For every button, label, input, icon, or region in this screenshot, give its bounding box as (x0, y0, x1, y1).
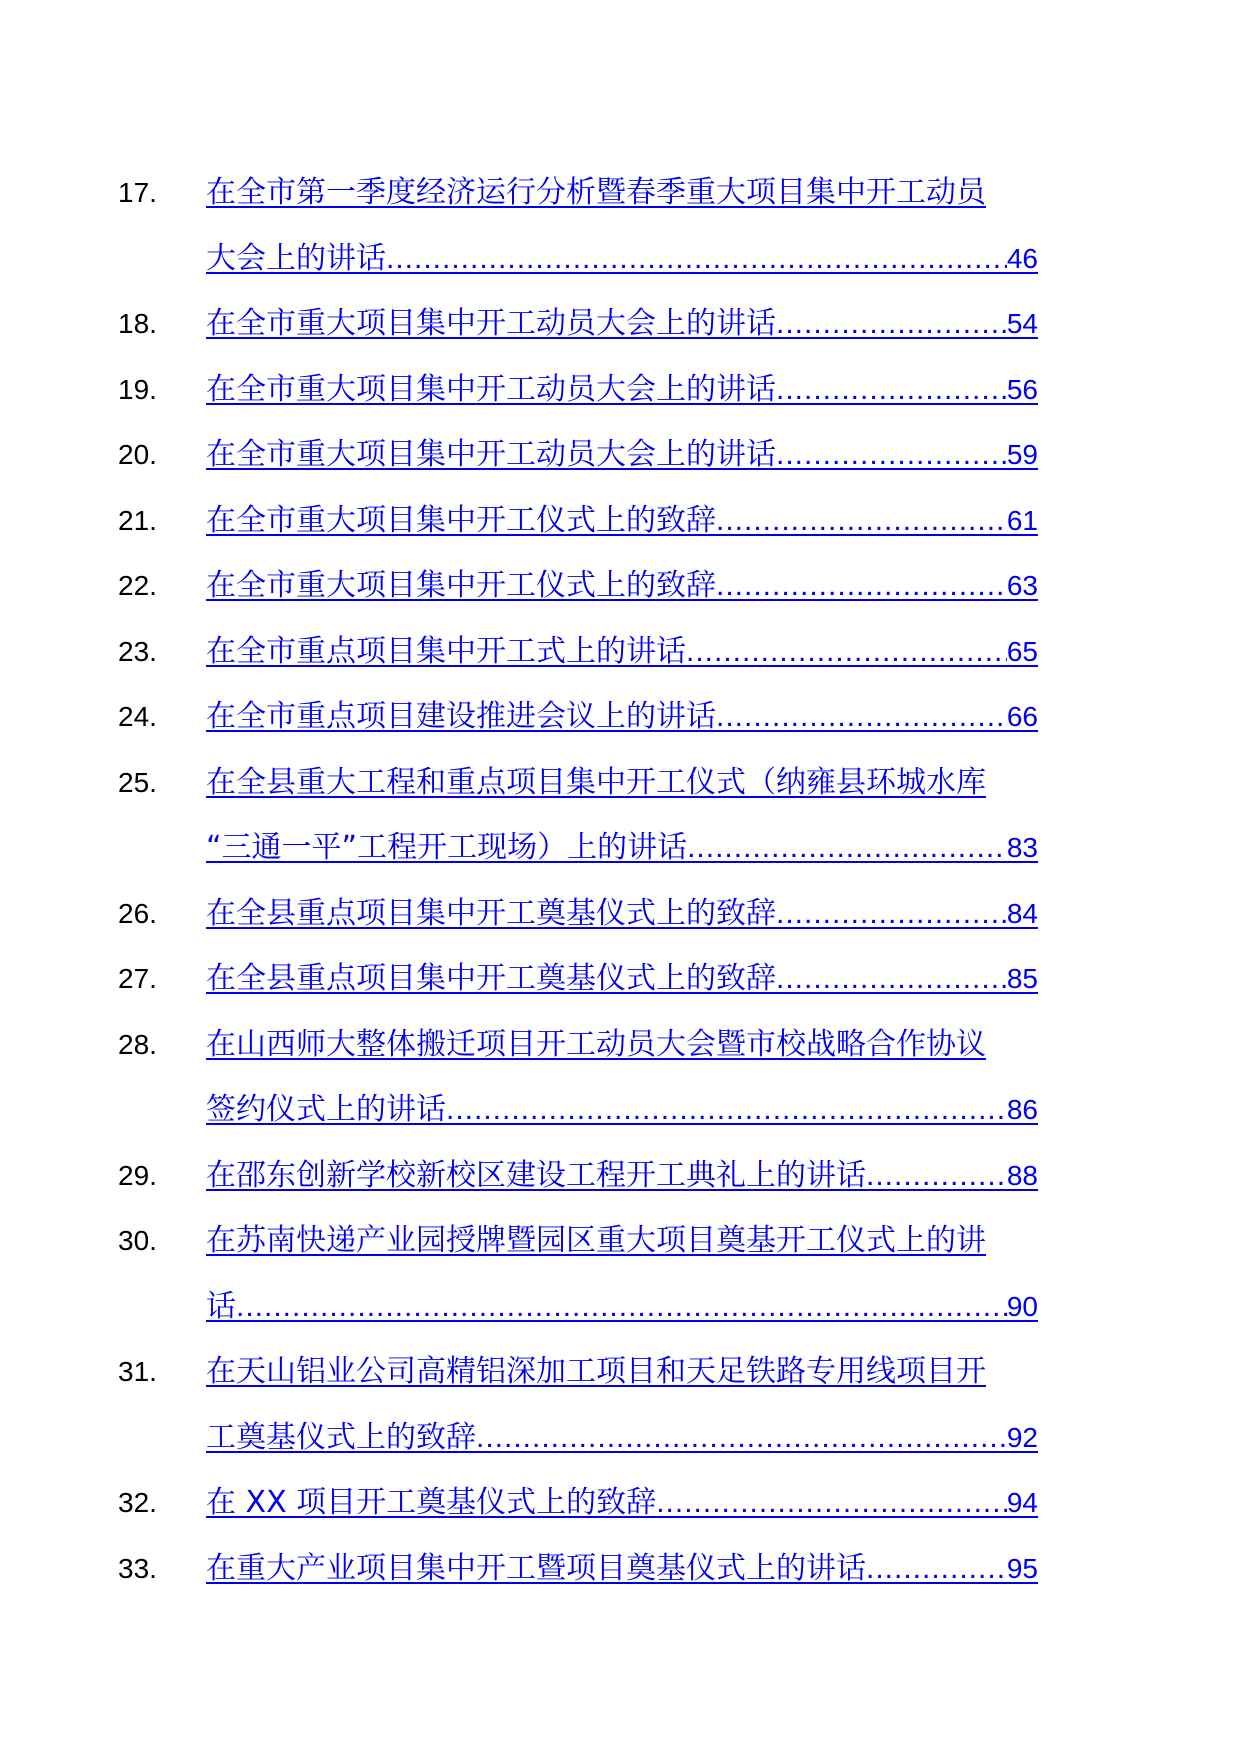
entry-title-line1: 在天山铝业公司高精铝深加工项目和天足铁路专用线项目开 (206, 1354, 986, 1389)
entry-number: 18. (118, 308, 157, 339)
toc-entry-30 (0, 1208, 1240, 1339)
entry-title: 在全市重点项目集中开工式上的讲话 (206, 633, 686, 669)
toc-link-20[interactable] (206, 422, 1038, 488)
dot-leader (866, 1143, 1007, 1209)
entry-title: 在全市重点项目建设推进会议上的讲话 (206, 699, 716, 734)
toc-link-23[interactable] (206, 619, 1038, 685)
entry-number: 25. (118, 766, 157, 798)
page-number: 66 (1006, 701, 1038, 732)
entry-number: 17. (118, 177, 157, 208)
dot-leader (776, 422, 1007, 488)
page-number: 92 (1006, 1421, 1038, 1453)
entry-number: 29. (118, 1159, 157, 1191)
toc-link-26[interactable] (206, 881, 1038, 947)
dot-leader (716, 488, 1007, 554)
toc-link-21[interactable] (206, 488, 1038, 554)
entry-title: 话 (206, 1288, 236, 1324)
dot-leader (686, 619, 1007, 685)
entry-number: 30. (118, 1225, 157, 1256)
dot-leader (236, 1274, 1007, 1340)
dot-leader (776, 291, 1007, 357)
toc-link-28[interactable] (206, 1012, 1038, 1143)
entry-title: 工奠基仪式上的致辞 (206, 1419, 476, 1455)
toc-link-17[interactable] (206, 160, 1038, 291)
entry-number: 19. (118, 373, 157, 405)
dot-leader (386, 226, 1007, 292)
entry-title: “三通一平”工程开工现场）上的讲话 (206, 830, 688, 865)
entry-title: 在邵东创新学校新校区建设工程开工典礼上的讲话 (206, 1157, 866, 1193)
entry-number: 31. (118, 1356, 157, 1387)
page-number: 95 (1006, 1552, 1038, 1584)
entry-number: 22. (118, 570, 157, 601)
page-number: 63 (1006, 570, 1038, 601)
toc-link-19[interactable] (206, 357, 1038, 423)
page-number: 88 (1006, 1159, 1038, 1191)
dot-leader (446, 1077, 1007, 1143)
entry-title: 签约仪式上的讲话 (206, 1092, 446, 1127)
entry-title-line1: 在苏南快递产业园授牌暨园区重大项目奠基开工仪式上的讲 (206, 1223, 986, 1258)
toc-entry-33 (0, 1536, 1240, 1602)
page-number: 46 (1006, 242, 1038, 274)
entry-title: 在全市重大项目集中开工动员大会上的讲话 (206, 306, 776, 341)
toc-link-30[interactable] (206, 1208, 1038, 1339)
entry-title-line1: 在全县重大工程和重点项目集中开工仪式（纳雍县环城水库 (206, 764, 986, 800)
entry-title: 在全市重大项目集中开工仪式上的致辞 (206, 568, 716, 603)
entry-number: 21. (118, 504, 157, 536)
toc-link-24[interactable] (206, 684, 1038, 750)
page-number: 90 (1006, 1290, 1038, 1322)
entry-number: 32. (118, 1487, 157, 1518)
toc-link-29[interactable] (206, 1143, 1038, 1209)
toc-entry-27 (0, 946, 1240, 1012)
toc-link-25[interactable] (206, 750, 1038, 881)
entry-title: 在全市重大项目集中开工动员大会上的讲话 (206, 437, 776, 472)
toc-entry-17 (0, 160, 1240, 291)
toc-link-18[interactable] (206, 291, 1038, 357)
toc-entry-32 (0, 1470, 1240, 1536)
page-number: 56 (1006, 373, 1038, 405)
toc-entry-31 (0, 1339, 1240, 1470)
page-number: 61 (1006, 504, 1038, 536)
page-number: 84 (1006, 897, 1038, 929)
toc-entry-28 (0, 1012, 1240, 1143)
toc-link-33[interactable] (206, 1536, 1038, 1602)
page-number: 94 (1006, 1487, 1038, 1518)
toc-link-27[interactable] (206, 946, 1038, 1012)
entry-title: 在重大产业项目集中开工暨项目奠基仪式上的讲话 (206, 1550, 866, 1586)
toc-link-22[interactable] (206, 553, 1038, 619)
toc-entry-25 (0, 750, 1240, 881)
dot-leader (476, 1405, 1007, 1471)
entry-title: 在全县重点项目集中开工奠基仪式上的致辞 (206, 895, 776, 931)
entry-number: 28. (118, 1028, 157, 1060)
toc-entry-24 (0, 684, 1240, 750)
toc-entry-23 (0, 619, 1240, 685)
entry-title: 在全市重大项目集中开工仪式上的致辞 (206, 502, 716, 538)
toc-link-32[interactable] (206, 1470, 1038, 1536)
dot-leader (776, 881, 1007, 947)
table-of-contents (0, 160, 1240, 1601)
dot-leader (656, 1470, 1007, 1536)
toc-entry-20 (0, 422, 1240, 488)
page-number: 83 (1006, 832, 1038, 863)
page-number: 85 (1006, 963, 1038, 994)
entry-number: 33. (118, 1552, 157, 1584)
toc-entry-19 (0, 357, 1240, 423)
toc-entry-29 (0, 1143, 1240, 1209)
toc-entry-21 (0, 488, 1240, 554)
dot-leader (776, 357, 1007, 423)
entry-title: 在全市重大项目集中开工动员大会上的讲话 (206, 371, 776, 407)
page-number: 65 (1006, 635, 1038, 667)
entry-number: 20. (118, 439, 157, 470)
dot-leader (716, 553, 1007, 619)
toc-entry-26 (0, 881, 1240, 947)
dot-leader (776, 946, 1007, 1012)
page-number: 54 (1006, 308, 1038, 339)
dot-leader (866, 1536, 1007, 1602)
entry-title: 大会上的讲话 (206, 240, 386, 276)
entry-title-line1: 在全市第一季度经济运行分析暨春季重大项目集中开工动员 (206, 175, 986, 210)
toc-entry-22 (0, 553, 1240, 619)
page-number: 59 (1006, 439, 1038, 470)
entry-title: 在全县重点项目集中开工奠基仪式上的致辞 (206, 961, 776, 996)
dot-leader (716, 684, 1007, 750)
entry-title-line1: 在山西师大整体搬迁项目开工动员大会暨市校战略合作协议 (206, 1026, 986, 1062)
entry-number: 24. (118, 701, 157, 732)
toc-link-31[interactable] (206, 1339, 1038, 1470)
toc-entry-18 (0, 291, 1240, 357)
page-number: 86 (1006, 1094, 1038, 1125)
entry-number: 23. (118, 635, 157, 667)
entry-title: 在 XX 项目开工奠基仪式上的致辞 (206, 1485, 657, 1520)
dot-leader (687, 815, 1007, 881)
entry-number: 27. (118, 963, 157, 994)
entry-number: 26. (118, 897, 157, 929)
